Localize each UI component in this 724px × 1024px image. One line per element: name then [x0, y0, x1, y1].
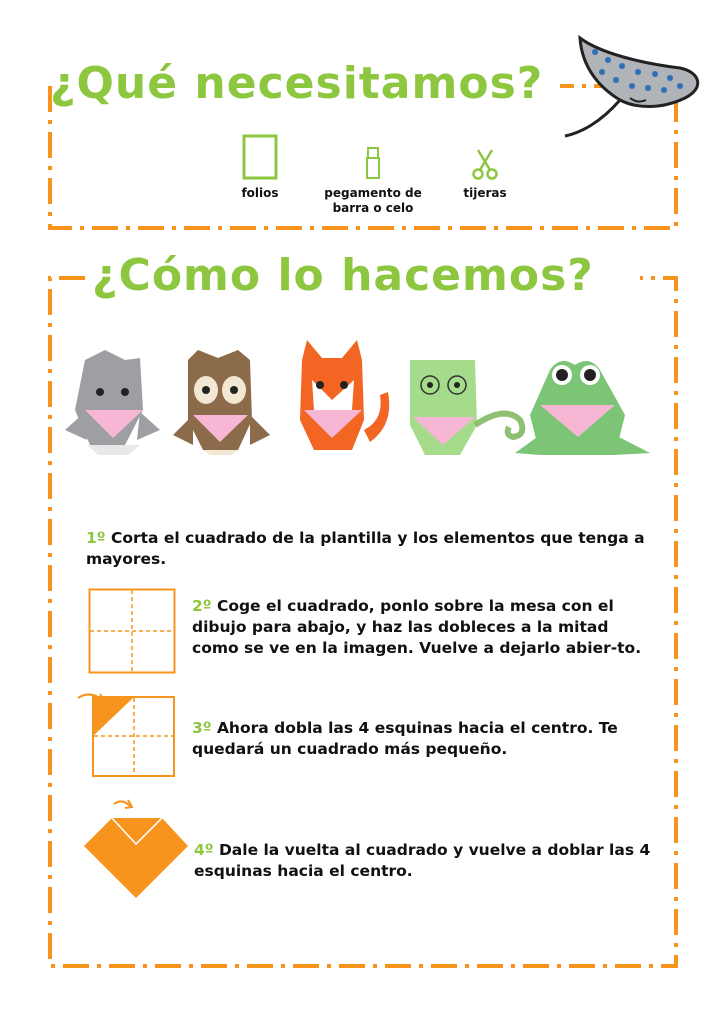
step-number: 3º — [192, 719, 212, 737]
material-label: tijeras — [463, 186, 507, 200]
step-number: 2º — [192, 597, 212, 615]
frog-puppet-icon — [515, 361, 650, 455]
material-scissors — [455, 148, 515, 201]
folded-square-diagram — [88, 588, 176, 674]
diamond-fold-diagram — [82, 796, 192, 900]
needs-title: ¿Qué necesitamos? — [50, 58, 544, 109]
material-glue — [318, 146, 428, 216]
shark-puppet-icon — [65, 350, 160, 455]
step-3 — [192, 718, 652, 760]
step-text: Coge el cuadrado, ponlo sobre la mesa con el dibujo para abajo, y haz las dobleces a la mitad como se ve en la imagen. Vuelve a dejarlo abier-to. — [192, 597, 642, 657]
animal-puppets — [60, 330, 660, 455]
step-1 — [86, 528, 646, 570]
step-text: Ahora dobla las 4 esquinas hacia el centro. Te quedará un cuadrado más pequeño. — [192, 719, 618, 758]
corner-fold-diagram — [74, 688, 178, 780]
material-label: folios — [241, 186, 279, 200]
scissors-icon — [472, 148, 498, 180]
step-number: 1º — [86, 529, 106, 547]
material-label: pegamento de barra o celo — [324, 186, 422, 215]
material-paper — [225, 134, 295, 201]
step-text: Corta el cuadrado de la plantilla y los elementos que tenga a mayores. — [86, 529, 645, 568]
glue-stick-icon — [366, 146, 380, 180]
how-title: ¿Cómo lo hacemos? — [92, 250, 594, 301]
stingray-icon — [560, 28, 710, 158]
chameleon-puppet-icon — [410, 360, 522, 455]
paper-sheet-icon — [242, 134, 278, 180]
fox-puppet-icon — [300, 340, 389, 450]
step-text: Dale la vuelta al cuadrado y vuelve a doblar las 4 esquinas hacia el centro. — [194, 841, 651, 880]
step-4 — [194, 840, 654, 882]
step-number: 4º — [194, 841, 214, 859]
step-2 — [192, 596, 652, 659]
owl-puppet-icon — [173, 350, 270, 455]
